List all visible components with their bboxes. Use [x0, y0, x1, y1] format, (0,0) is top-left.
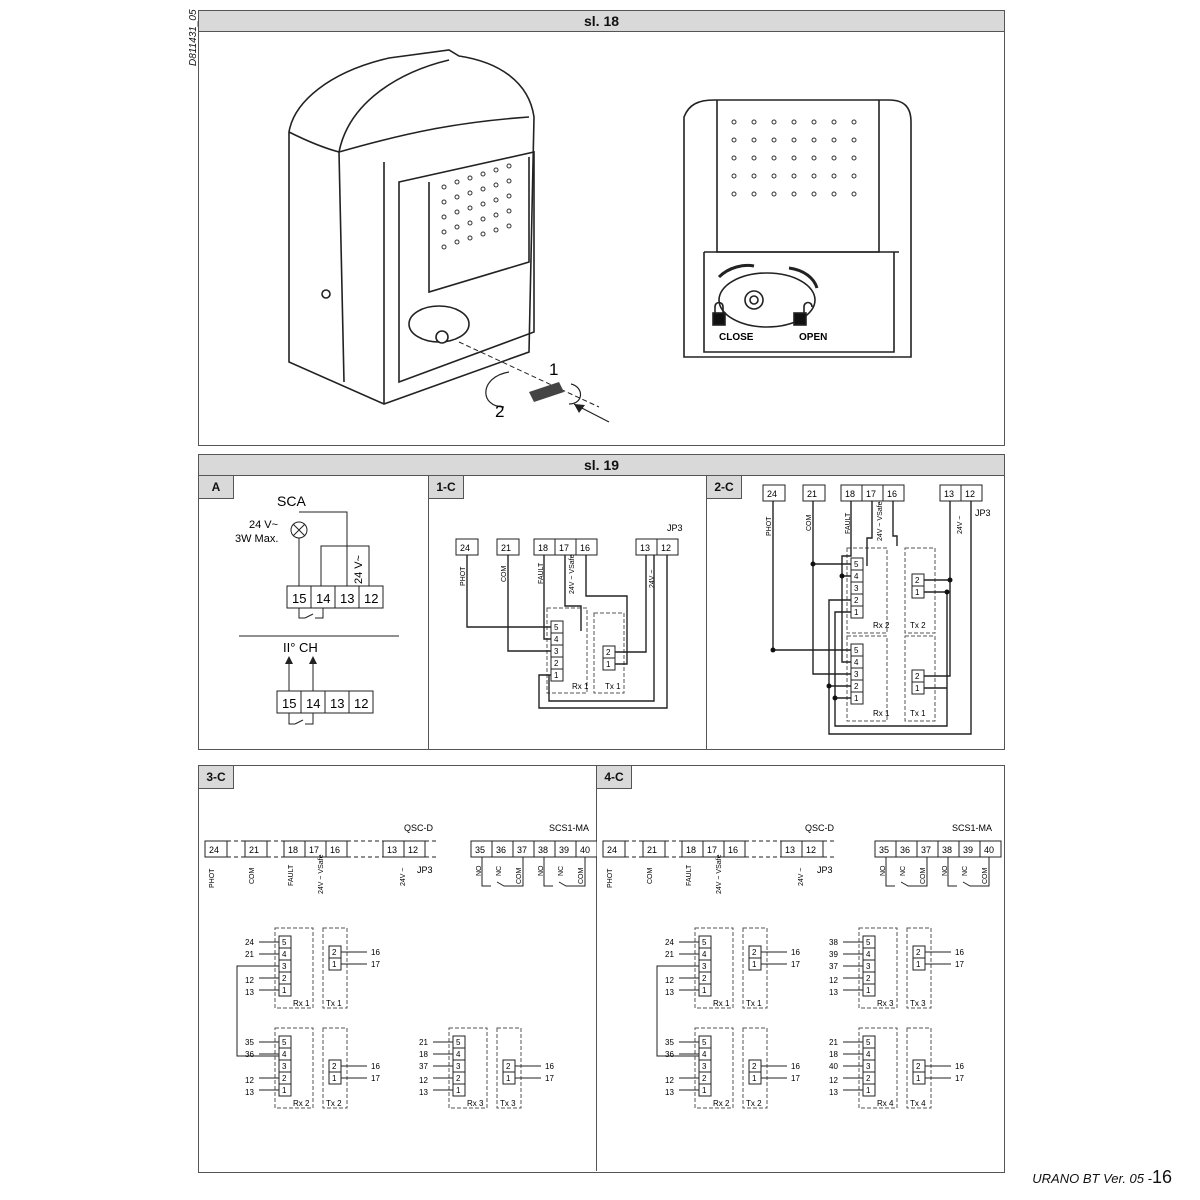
svg-text:COM: COM: [920, 867, 927, 884]
svg-text:2: 2: [752, 948, 757, 957]
figure-sl19: [198, 454, 1005, 750]
svg-text:QSC-D: QSC-D: [805, 823, 834, 833]
svg-text:3: 3: [866, 962, 871, 971]
svg-text:JP3: JP3: [417, 865, 433, 875]
svg-text:2: 2: [554, 659, 559, 668]
svg-text:5: 5: [702, 1038, 707, 1047]
wires: [467, 555, 667, 708]
svg-text:16: 16: [887, 489, 898, 499]
operator-illustration: [199, 32, 1004, 446]
svg-text:24V ~ VSafe: 24V ~ VSafe: [569, 554, 576, 594]
svg-text:PHOT: PHOT: [766, 516, 773, 536]
svg-text:COM: COM: [982, 867, 989, 884]
svg-text:NC: NC: [900, 865, 907, 876]
svg-text:2: 2: [866, 974, 871, 983]
svg-text:3: 3: [866, 1062, 871, 1071]
svg-text:COM: COM: [578, 867, 585, 884]
document-code: D811431_05: [188, 9, 199, 66]
svg-text:16: 16: [791, 948, 800, 957]
svg-text:12: 12: [665, 1076, 674, 1085]
diagram-tag: 3-C: [199, 766, 234, 789]
svg-text:16: 16: [580, 543, 591, 553]
operator-housing-front: [684, 100, 911, 357]
svg-text:3: 3: [854, 584, 859, 593]
svg-text:1: 1: [916, 1074, 921, 1083]
svg-text:18: 18: [419, 1050, 428, 1059]
svg-text:2: 2: [915, 672, 920, 681]
svg-text:1: 1: [916, 960, 921, 969]
svg-text:16: 16: [791, 1062, 800, 1071]
svg-text:36: 36: [496, 845, 507, 855]
terminal-strip: [456, 539, 678, 555]
svg-text:Rx 2: Rx 2: [293, 1099, 310, 1108]
svg-text:13: 13: [665, 1088, 674, 1097]
svg-text:12: 12: [806, 845, 817, 855]
svg-text:39: 39: [559, 845, 570, 855]
svg-text:4: 4: [702, 950, 707, 959]
svg-text:2: 2: [282, 1074, 287, 1083]
svg-text:JP3: JP3: [975, 508, 991, 518]
svg-text:COM: COM: [516, 867, 523, 884]
svg-text:2: 2: [332, 1062, 337, 1071]
svg-text:Tx 1: Tx 1: [326, 999, 342, 1008]
svg-text:24V ~ VSafe: 24V ~ VSafe: [716, 854, 723, 894]
svg-text:24: 24: [767, 489, 778, 499]
svg-text:35: 35: [475, 845, 486, 855]
arrow-label-2: 2: [495, 402, 505, 421]
svg-text:3: 3: [554, 647, 559, 656]
svg-text:12: 12: [364, 591, 379, 606]
svg-text:2: 2: [854, 682, 859, 691]
svg-text:5: 5: [866, 1038, 871, 1047]
svg-text:24V ~: 24V ~: [798, 867, 805, 886]
svg-text:2: 2: [282, 974, 287, 983]
svg-text:35: 35: [665, 1038, 674, 1047]
svg-text:Rx 3: Rx 3: [877, 999, 894, 1008]
svg-text:2: 2: [606, 648, 611, 657]
svg-text:2: 2: [866, 1074, 871, 1083]
svg-text:37: 37: [829, 962, 838, 971]
svg-text:12: 12: [965, 489, 976, 499]
lamp-voltage: 24 V~: [249, 519, 279, 531]
svg-text:COM: COM: [806, 514, 813, 531]
svg-text:4: 4: [282, 950, 287, 959]
diagram-tag: A: [199, 476, 234, 499]
svg-text:18: 18: [686, 845, 697, 855]
svg-text:Rx 1: Rx 1: [293, 999, 310, 1008]
svg-text:18: 18: [288, 845, 299, 855]
svg-text:24: 24: [245, 938, 254, 947]
terminal-block-upper: [287, 586, 383, 608]
svg-text:Rx 1: Rx 1: [713, 999, 730, 1008]
diagram-a: [199, 476, 429, 749]
svg-text:40: 40: [829, 1062, 838, 1071]
svg-text:5: 5: [282, 1038, 287, 1047]
svg-text:24: 24: [607, 845, 618, 855]
svg-text:1: 1: [282, 986, 287, 995]
svg-text:4: 4: [456, 1050, 461, 1059]
svg-text:5: 5: [456, 1038, 461, 1047]
svg-text:1: 1: [854, 694, 859, 703]
svg-text:5: 5: [282, 938, 287, 947]
svg-text:1: 1: [854, 608, 859, 617]
svg-text:3: 3: [282, 1062, 287, 1071]
svg-text:Rx 4: Rx 4: [877, 1099, 894, 1108]
svg-text:5: 5: [854, 560, 859, 569]
svg-text:13: 13: [829, 988, 838, 997]
arrow-label-1: 1: [549, 360, 559, 379]
svg-text:21: 21: [829, 1038, 838, 1047]
svg-text:16: 16: [371, 948, 380, 957]
ch-label: II° CH: [283, 640, 318, 655]
svg-text:39: 39: [963, 845, 974, 855]
svg-text:13: 13: [419, 1088, 428, 1097]
svg-text:16: 16: [545, 1062, 554, 1071]
svg-text:1: 1: [915, 588, 920, 597]
svg-text:24V ~ VSafe: 24V ~ VSafe: [877, 501, 884, 541]
svg-text:Rx 2: Rx 2: [873, 621, 890, 630]
svg-text:24: 24: [460, 543, 471, 553]
svg-text:12: 12: [408, 845, 419, 855]
svg-text:1: 1: [554, 671, 559, 680]
svg-text:FAULT: FAULT: [845, 512, 852, 534]
svg-text:Tx 4: Tx 4: [910, 1099, 926, 1108]
figure-sl18: [198, 10, 1005, 446]
svg-text:COM: COM: [249, 867, 256, 884]
svg-text:4: 4: [282, 1050, 287, 1059]
svg-text:40: 40: [580, 845, 591, 855]
wiring-3c: [199, 766, 597, 1171]
svg-text:5: 5: [702, 938, 707, 947]
svg-text:38: 38: [829, 938, 838, 947]
svg-text:24V ~: 24V ~: [957, 515, 964, 534]
svg-text:16: 16: [371, 1062, 380, 1071]
svg-text:36: 36: [900, 845, 911, 855]
svg-text:NC: NC: [558, 865, 565, 876]
svg-text:21: 21: [249, 845, 260, 855]
svg-text:17: 17: [545, 1074, 554, 1083]
svg-text:Tx 1: Tx 1: [910, 709, 926, 718]
figure-title: sl. 19: [199, 455, 1004, 476]
svg-text:NO: NO: [942, 865, 949, 876]
svg-text:PHOT: PHOT: [607, 868, 614, 888]
svg-text:Rx 1: Rx 1: [572, 682, 589, 691]
svg-text:1: 1: [606, 660, 611, 669]
diagram-4c: [597, 766, 1004, 1171]
svg-text:21: 21: [807, 489, 818, 499]
wiring-a: [199, 476, 429, 749]
svg-text:16: 16: [955, 948, 964, 957]
svg-text:13: 13: [665, 988, 674, 997]
svg-text:13: 13: [245, 1088, 254, 1097]
close-label: CLOSE: [719, 332, 754, 343]
svg-text:2: 2: [702, 974, 707, 983]
svg-text:COM: COM: [647, 867, 654, 884]
svg-text:5: 5: [554, 623, 559, 632]
wiring-1c: [429, 476, 707, 749]
svg-text:FAULT: FAULT: [288, 864, 295, 886]
svg-text:2: 2: [854, 596, 859, 605]
svg-text:17: 17: [309, 845, 320, 855]
svg-text:38: 38: [538, 845, 549, 855]
svg-text:21: 21: [419, 1038, 428, 1047]
diagram-tag: 1-C: [429, 476, 464, 499]
svg-text:3: 3: [702, 1062, 707, 1071]
svg-text:1: 1: [332, 1074, 337, 1083]
svg-text:21: 21: [501, 543, 512, 553]
svg-text:5: 5: [866, 938, 871, 947]
svg-text:NC: NC: [496, 865, 503, 876]
svg-text:2: 2: [702, 1074, 707, 1083]
svg-text:12: 12: [829, 1076, 838, 1085]
svg-text:1: 1: [752, 1074, 757, 1083]
svg-text:39: 39: [829, 950, 838, 959]
svg-text:35: 35: [879, 845, 890, 855]
svg-text:3: 3: [456, 1062, 461, 1071]
svg-text:4: 4: [854, 572, 859, 581]
svg-text:1: 1: [702, 1086, 707, 1095]
svg-text:Tx 2: Tx 2: [326, 1099, 342, 1108]
svg-text:17: 17: [371, 960, 380, 969]
svg-text:16: 16: [330, 845, 341, 855]
rx1-tx1-group: [657, 928, 800, 1056]
svg-text:Rx 2: Rx 2: [713, 1099, 730, 1108]
svg-text:1: 1: [866, 1086, 871, 1095]
svg-text:Rx 3: Rx 3: [467, 1099, 484, 1108]
svg-text:1: 1: [506, 1074, 511, 1083]
svg-text:1: 1: [456, 1086, 461, 1095]
svg-text:12: 12: [419, 1076, 428, 1085]
svg-text:1: 1: [752, 960, 757, 969]
svg-text:13: 13: [944, 489, 955, 499]
svg-text:37: 37: [921, 845, 932, 855]
svg-text:24: 24: [209, 845, 220, 855]
svg-text:12: 12: [245, 1076, 254, 1085]
svg-text:Tx 1: Tx 1: [605, 682, 621, 691]
supply-label: 24 V~: [353, 554, 365, 584]
svg-text:24: 24: [665, 938, 674, 947]
svg-text:18: 18: [829, 1050, 838, 1059]
rx4-tx4-group: [829, 1028, 964, 1108]
svg-text:15: 15: [292, 591, 307, 606]
svg-text:16: 16: [955, 1062, 964, 1071]
svg-text:JP3: JP3: [667, 523, 683, 533]
lamp-power: 3W Max.: [235, 533, 279, 545]
svg-text:13: 13: [330, 696, 345, 711]
svg-text:SCS1-MA: SCS1-MA: [549, 823, 590, 833]
rx3-tx3-group: [419, 1028, 554, 1108]
svg-text:SCS1-MA: SCS1-MA: [952, 823, 993, 833]
svg-text:15: 15: [282, 696, 297, 711]
svg-text:12: 12: [829, 976, 838, 985]
svg-text:18: 18: [845, 489, 856, 499]
svg-text:NO: NO: [476, 865, 483, 876]
page-footer: URANO BT Ver. 05 -16: [1032, 1167, 1172, 1187]
svg-text:17: 17: [955, 1074, 964, 1083]
svg-text:36: 36: [245, 1050, 254, 1059]
diagram-1c: [429, 476, 707, 749]
svg-text:4: 4: [854, 658, 859, 667]
svg-text:12: 12: [354, 696, 369, 711]
svg-text:12: 12: [665, 976, 674, 985]
svg-text:NC: NC: [962, 865, 969, 876]
terminal-block-lower: [277, 691, 373, 713]
diagram-2c: [707, 476, 1004, 749]
svg-text:21: 21: [647, 845, 658, 855]
wiring-2c: [707, 476, 1004, 749]
svg-text:17: 17: [559, 543, 570, 553]
figure-title: sl. 18: [199, 11, 1004, 32]
diagram-tag: 4-C: [597, 766, 632, 789]
svg-text:13: 13: [340, 591, 355, 606]
rx1-tx1-group: [237, 928, 380, 1056]
svg-text:3: 3: [702, 962, 707, 971]
svg-text:NO: NO: [880, 865, 887, 876]
svg-text:Tx 2: Tx 2: [746, 1099, 762, 1108]
svg-text:13: 13: [640, 543, 651, 553]
svg-text:4: 4: [866, 950, 871, 959]
svg-text:21: 21: [245, 950, 254, 959]
svg-text:24V ~ VSafe: 24V ~ VSafe: [318, 854, 325, 894]
svg-text:2: 2: [506, 1062, 511, 1071]
svg-text:PHOT: PHOT: [209, 868, 216, 888]
svg-text:FAULT: FAULT: [686, 864, 693, 886]
svg-text:13: 13: [785, 845, 796, 855]
svg-text:1: 1: [332, 960, 337, 969]
svg-text:1: 1: [702, 986, 707, 995]
svg-text:24V ~: 24V ~: [649, 569, 656, 588]
svg-text:3: 3: [854, 670, 859, 679]
svg-text:COM: COM: [501, 565, 508, 582]
svg-text:PHOT: PHOT: [460, 566, 467, 586]
svg-text:2: 2: [752, 1062, 757, 1071]
svg-text:2: 2: [915, 576, 920, 585]
rx2-tx2-group: [665, 1028, 800, 1108]
rx2-tx2-group: [245, 1028, 380, 1108]
svg-text:14: 14: [306, 696, 321, 711]
svg-text:24V ~: 24V ~: [400, 867, 407, 886]
svg-text:FAULT: FAULT: [538, 562, 545, 584]
svg-text:2: 2: [332, 948, 337, 957]
svg-text:5: 5: [854, 646, 859, 655]
svg-text:17: 17: [791, 1074, 800, 1083]
svg-text:1: 1: [915, 684, 920, 693]
svg-text:40: 40: [984, 845, 995, 855]
svg-text:17: 17: [791, 960, 800, 969]
svg-text:2: 2: [456, 1074, 461, 1083]
svg-text:4: 4: [866, 1050, 871, 1059]
svg-text:13: 13: [829, 1088, 838, 1097]
diagram-tag: 2-C: [707, 476, 742, 499]
svg-text:QSC-D: QSC-D: [404, 823, 433, 833]
svg-text:Tx 3: Tx 3: [910, 999, 926, 1008]
svg-text:37: 37: [419, 1062, 428, 1071]
svg-text:NO: NO: [538, 865, 545, 876]
svg-text:2: 2: [916, 948, 921, 957]
svg-text:13: 13: [387, 845, 398, 855]
svg-text:35: 35: [245, 1038, 254, 1047]
svg-text:2: 2: [916, 1062, 921, 1071]
svg-text:17: 17: [866, 489, 877, 499]
svg-text:17: 17: [955, 960, 964, 969]
svg-text:38: 38: [942, 845, 953, 855]
svg-text:12: 12: [245, 976, 254, 985]
svg-text:JP3: JP3: [817, 865, 833, 875]
svg-text:13: 13: [245, 988, 254, 997]
svg-text:36: 36: [665, 1050, 674, 1059]
svg-text:1: 1: [282, 1086, 287, 1095]
svg-text:Tx 2: Tx 2: [910, 621, 926, 630]
svg-text:Rx 1: Rx 1: [873, 709, 890, 718]
rx3-tx3-group: [829, 928, 964, 1008]
sca-label: SCA: [277, 493, 306, 509]
operator-housing-3d: [289, 50, 534, 404]
svg-text:12: 12: [661, 543, 672, 553]
page-number: 16: [1151, 1167, 1172, 1187]
wiring-4c: [597, 766, 1004, 1171]
svg-text:37: 37: [517, 845, 528, 855]
svg-text:17: 17: [371, 1074, 380, 1083]
diagram-3c: [199, 766, 597, 1171]
svg-text:4: 4: [554, 635, 559, 644]
svg-text:21: 21: [665, 950, 674, 959]
figure-3c-4c: [198, 765, 1005, 1173]
svg-text:17: 17: [707, 845, 718, 855]
svg-text:16: 16: [728, 845, 739, 855]
svg-text:1: 1: [866, 986, 871, 995]
svg-text:14: 14: [316, 591, 331, 606]
svg-text:Tx 3: Tx 3: [500, 1099, 516, 1108]
svg-text:18: 18: [538, 543, 549, 553]
open-label: OPEN: [799, 332, 828, 343]
svg-text:3: 3: [282, 962, 287, 971]
svg-text:4: 4: [702, 1050, 707, 1059]
svg-text:Tx 1: Tx 1: [746, 999, 762, 1008]
